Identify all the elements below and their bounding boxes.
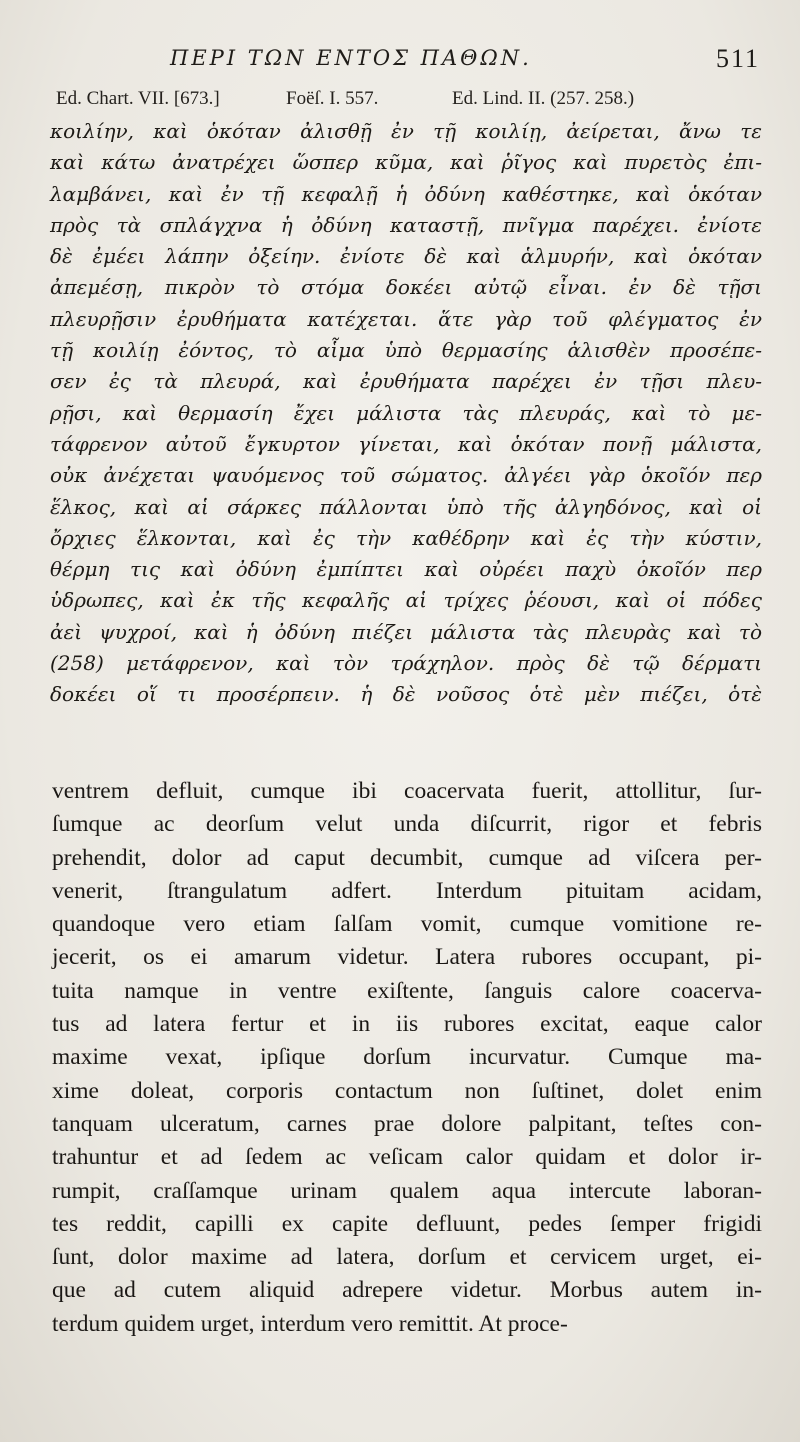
greek-line: ὑδρωπες, καὶ ἐκ τῆς κεφαλῆς αἱ τρίχες ῥέουσι, καὶ οἱ πόδες (50, 588, 762, 613)
greek-line: λαμβάνει, καὶ ἐν τῇ κεφαλῇ ἡ ὀδύνη καθέστηκε, καὶ ὁκόταν (50, 181, 762, 206)
running-head: ΠΕΡΙ ΤΩΝ ΕΝΤΟΣ ΠΑΘΩΝ. (170, 46, 532, 70)
page-header (60, 40, 760, 80)
page-number: 511 (715, 44, 760, 73)
latin-line: maxime vexat, ipſique dorſum incurvatur. Cumque ma- (52, 1044, 762, 1071)
foes-reference: Foëſ. I. 557. (286, 88, 379, 109)
latin-line: xime doleat, corporis contactum non ſuſtinet, dolet enim (52, 1077, 762, 1104)
latin-line: trahuntur et ad ſedem ac veſicam calor quidam et dolor ir- (52, 1144, 762, 1171)
latin-line: terdum quidem urget, interdum vero remittit. At proce- (52, 1310, 568, 1337)
edition-references (56, 88, 756, 118)
greek-line: σεν ἐς τὰ πλευρά, καὶ ἐρυθήματα παρέχει ἐν τῇσι πλευ- (50, 369, 762, 394)
greek-text-block (50, 116, 762, 711)
latin-line: ſunt, dolor maxime ad latera, dorſum et cervicem urget, ei- (52, 1244, 762, 1271)
greek-line: δοκέει οἵ τι προσέρπειν. ἡ δὲ νοῦσος ὁτὲ μὲν πιέζει, ὁτὲ (50, 682, 762, 707)
latin-line: tuita namque in ventre exiſtente, ſanguis calore coacerva- (52, 977, 762, 1004)
linden-reference: Ed. Lind. II. (257. 258.) (452, 88, 635, 109)
greek-line: καὶ κάτω ἀνατρέχει ὥσπερ κῦμα, καὶ ῥῖγος καὶ πυρετὸς ἐπι- (50, 150, 762, 175)
latin-line: jecerit, os ei amarum videtur. Latera rubores occupant, pi- (52, 944, 762, 971)
latin-translation-block (52, 775, 762, 1341)
greek-line: τάφρενον αὐτοῦ ἔγκυρτον γίνεται, καὶ ὁκόταν πονῇ μάλιστα, (50, 431, 762, 456)
latin-line: que ad cutem aliquid adrepere videtur. Morbus autem in- (52, 1277, 762, 1304)
latin-line: venerit, ſtrangulatum adfert. Interdum pituitam acidam, (52, 877, 762, 904)
greek-line: ἕλκος, καὶ αἱ σάρκες πάλλονται ὑπὸ τῆς ἀλγηδόνος, καὶ οἱ (50, 494, 762, 519)
greek-line: οὐκ ἀνέχεται ψαυόμενος τοῦ σώματος. ἀλγέει γὰρ ὁκοῖόν περ (50, 463, 762, 488)
greek-line: δὲ ἐμέει λάπην ὀξείην. ἐνίοτε δὲ καὶ ἁλμυρήν, καὶ ὁκόταν (50, 244, 762, 269)
latin-line: prehendit, dolor ad caput decumbit, cumque ad viſcera per- (52, 844, 762, 871)
latin-line: ſumque ac deorſum velut unda diſcurrit, rigor et febris (52, 811, 762, 838)
latin-line: quandoque vero etiam ſalſam vomit, cumque vomitione re- (52, 911, 762, 938)
latin-line: tanquam ulceratum, carnes prae dolore palpitant, teſtes con- (52, 1110, 762, 1137)
greek-line: θέρμη τις καὶ ὀδύνη ἐμπίπτει καὶ οὐρέει παχὺ ὁκοῖόν περ (50, 557, 762, 582)
greek-line: πλευρῇσιν ἐρυθήματα κατέχεται. ἅτε γὰρ τοῦ φλέγματος ἐν (50, 306, 762, 331)
latin-line: rumpit, craſſamque urinam qualem aqua intercute laboran- (52, 1177, 762, 1204)
greek-line: κοιλίην, καὶ ὁκόταν ἀλισθῇ ἐν τῇ κοιλίῃ, ἀείρεται, ἄνω τε (50, 119, 762, 143)
greek-line: πρὸς τὰ σπλάγχνα ἡ ὀδύνη καταστῇ, πνῖγμα παρέχει. ἐνίοτε (50, 212, 762, 237)
greek-line: ἀεὶ ψυχροί, καὶ ἡ ὀδύνη πιέζει μάλιστα τὰς πλευρὰς καὶ τὸ (50, 619, 762, 644)
greek-line: τῇ κοιλίῃ ἐόντος, τὸ αἷμα ὑπὸ θερμασίης ἁλισθὲν προσέπε- (50, 338, 762, 363)
latin-line: ventrem defluit, cumque ibi coacervata fuerit, attollitur, ſur- (52, 778, 762, 804)
greek-line: (258) μετάφρενον, καὶ τὸν τράχηλον. πρὸς δὲ τῷ δέρματι (50, 651, 762, 676)
chartier-reference: Ed. Chart. VII. [673.] (56, 88, 220, 109)
latin-line: tes reddit, capilli ex capite defluunt, pedes ſemper frigidi (52, 1210, 762, 1237)
greek-line: ὄρχιες ἕλκονται, καὶ ἐς τὴν καθέδρην καὶ ἐς τὴν κύστιν, (50, 525, 762, 550)
latin-line: tus ad latera fertur et in iis rubores excitat, eaque calor (52, 1011, 762, 1038)
greek-line: ἀπεμέσῃ, πικρὸν τὸ στόμα δοκέει αὐτῷ εἶναι. ἐν δὲ τῇσι (50, 275, 762, 300)
greek-line: ρῇσι, καὶ θερμασίη ἔχει μάλιστα τὰς πλευράς, καὶ τὸ με- (50, 400, 762, 425)
